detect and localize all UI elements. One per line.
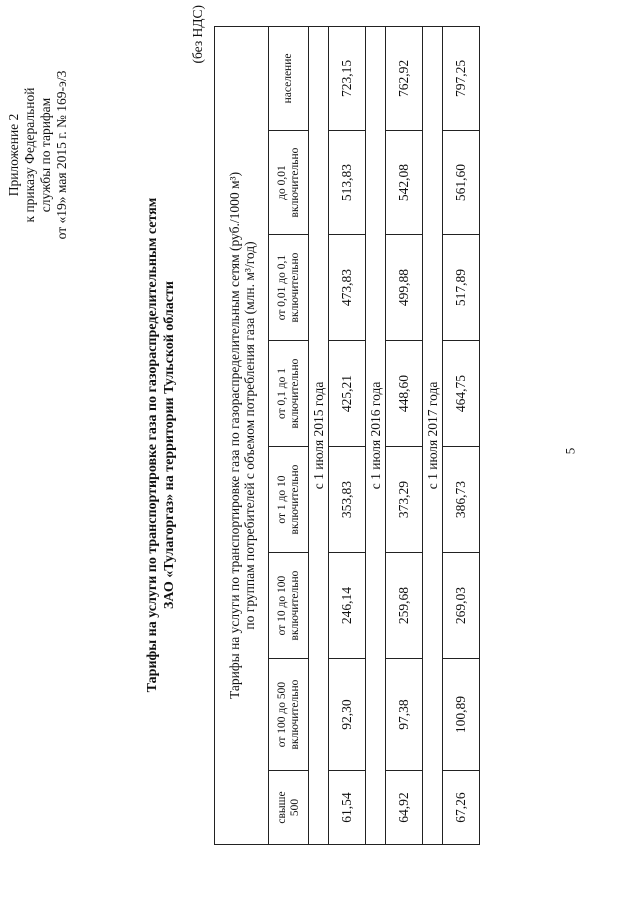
table-row bbox=[443, 26, 480, 844]
column-header-row bbox=[269, 26, 309, 844]
table-cell: 762,92 bbox=[386, 26, 423, 130]
appendix-line: службы по тарифам bbox=[38, 97, 53, 213]
table-cell: 246,14 bbox=[329, 553, 366, 659]
table-cell: 797,25 bbox=[443, 26, 480, 130]
table-cell: 100,89 bbox=[443, 659, 480, 771]
nds-note: (без НДС) bbox=[190, 5, 205, 64]
table-main-header bbox=[215, 26, 269, 844]
table-cell: 499,88 bbox=[386, 235, 423, 341]
title-line: ЗАО «Тулагоргаз» на территории Тульской области bbox=[162, 281, 177, 609]
column-header: от 0,1 до 1 включительно bbox=[269, 341, 309, 447]
table-cell: 373,29 bbox=[386, 447, 423, 553]
appendix-block bbox=[6, 15, 70, 295]
header-line: Тарифы на услуги по транспортировке газа по газораспределительным сетям (руб./1000 м³) bbox=[226, 171, 242, 699]
table-cell: 473,83 bbox=[329, 235, 366, 341]
table-cell: 64,92 bbox=[386, 771, 423, 845]
table-cell: 723,15 bbox=[329, 26, 366, 130]
table-cell: 425,21 bbox=[329, 341, 366, 447]
table-row bbox=[329, 26, 366, 844]
table-cell: 353,83 bbox=[329, 447, 366, 553]
column-header: население bbox=[269, 26, 309, 130]
table-cell: 464,75 bbox=[443, 341, 480, 447]
title-line: Тарифы на услуги по транспортировке газа по газораспределительным сетям bbox=[145, 197, 160, 693]
tariff-table bbox=[214, 26, 480, 845]
column-header: от 100 до 500 включительно bbox=[269, 659, 309, 771]
table-cell: 97,38 bbox=[386, 659, 423, 771]
appendix-line: к приказу Федеральной bbox=[22, 87, 37, 223]
table-cell: 448,60 bbox=[386, 341, 423, 447]
period-row: с 1 июля 2016 года bbox=[366, 26, 386, 844]
table-row bbox=[386, 26, 423, 844]
header-line: по группам потребителей с объемом потребления газа (млн. м³/год) bbox=[241, 241, 257, 630]
table-cell: 259,68 bbox=[386, 553, 423, 659]
table-cell: 269,03 bbox=[443, 553, 480, 659]
table-cell: 386,73 bbox=[443, 447, 480, 553]
column-header: от 10 до 100 включительно bbox=[269, 553, 309, 659]
table-cell: 561,60 bbox=[443, 131, 480, 235]
table-cell: 517,89 bbox=[443, 235, 480, 341]
appendix-line: от «19» мая 2015 г. № 169-э/3 bbox=[54, 70, 69, 240]
period-row: с 1 июля 2017 года bbox=[423, 26, 443, 844]
table-cell: 513,83 bbox=[329, 131, 366, 235]
column-header: от 0,01 до 0,1 включительно bbox=[269, 235, 309, 341]
table-cell: 67,26 bbox=[443, 771, 480, 845]
appendix-line: Приложение 2 bbox=[6, 113, 21, 197]
column-header: свыше 500 bbox=[269, 771, 309, 845]
table-cell: 92,30 bbox=[329, 659, 366, 771]
page-number: 5 bbox=[562, 447, 578, 455]
column-header: до 0,01 включительно bbox=[269, 131, 309, 235]
table-cell: 542,08 bbox=[386, 131, 423, 235]
document-title bbox=[144, 45, 178, 845]
column-header: от 1 до 10 включительно bbox=[269, 447, 309, 553]
period-row: с 1 июля 2015 года bbox=[309, 26, 329, 844]
table-cell: 61,54 bbox=[329, 771, 366, 845]
